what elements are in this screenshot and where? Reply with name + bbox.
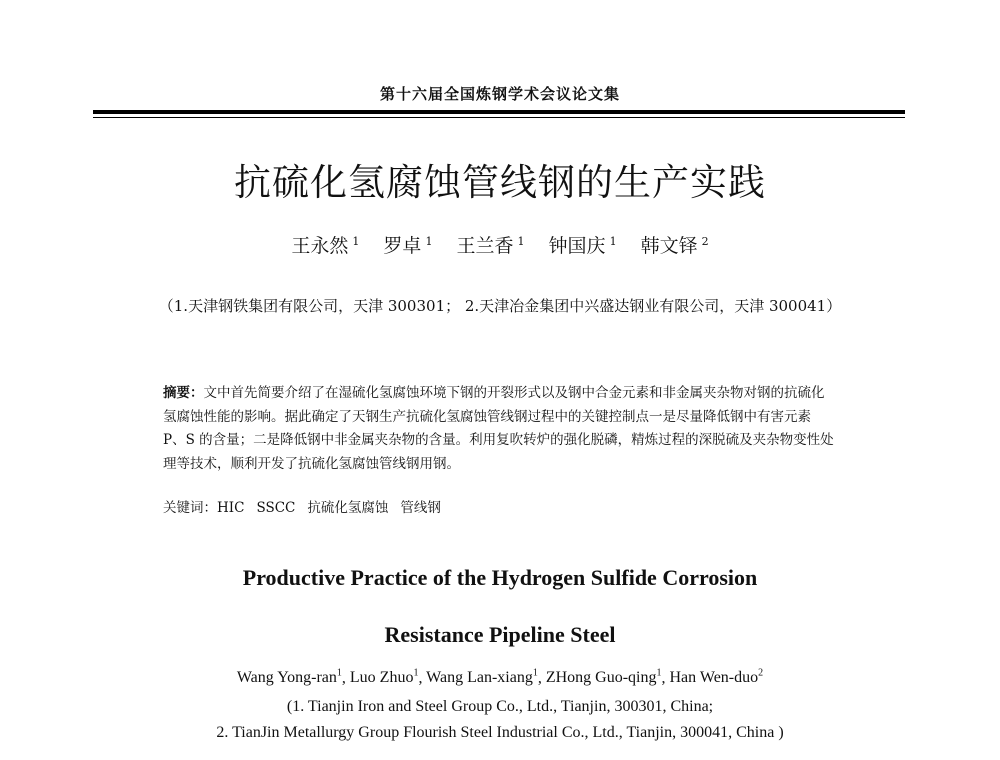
author-en: Han Wen-duo$^2$ xyxy=(669,668,764,687)
header-rule-thin xyxy=(93,117,905,118)
author-zh: 王兰香 $^1$ xyxy=(456,234,525,257)
abstract xyxy=(163,382,835,476)
abstract-label: 摘要： xyxy=(163,385,204,401)
author-en: ZHong Guo-qing$^1$ xyxy=(545,668,662,687)
abstract-text: 文中首先简要介绍了在湿硫化氢腐蚀环境下钢的开裂形式以及钢中合金元素和非金属夹杂物对钢的抗硫化氢腐蚀性能的影响。据此确定了天钢生产抗硫化氢腐蚀管线钢过程中的关键控制点一是尽量降低钢中有害元素 P、S 的含量；二是降低钢中非金属夹杂物的含量。利用复吹转炉的强化脱磷，精炼过程的深脱硫及夹杂物变性处理等技术，顺利开发了抗硫化氢腐蚀管线钢用钢。 xyxy=(163,385,834,472)
affiliation-en-line1: (1. Tianjin Iron and Steel Group Co., Ltd., Tianjin, 300301, China; xyxy=(286,698,714,715)
affiliation-zh: （1.天津钢铁集团有限公司，天津 300301； 2.天津冶金集团中兴盛达钢业有限公司，天津 300041） xyxy=(158,297,842,315)
author-en: Wang Lan-xiang$^1$ xyxy=(426,668,538,687)
proceedings-header: 第十六届全国炼钢学术会议论文集 xyxy=(379,85,620,103)
keyword: SSCC xyxy=(256,500,296,516)
author-zh: 钟国庆 $^1$ xyxy=(548,234,617,257)
keywords-label: 关键词： xyxy=(163,500,217,516)
author-en: Wang Yong-ran$^1$ xyxy=(236,668,342,687)
keyword: HIC xyxy=(217,500,245,516)
author-en: Luo Zhuo$^1$ xyxy=(349,668,419,687)
paper-title-zh: 抗硫化氢腐蚀管线钢的生产实践 xyxy=(234,161,766,204)
paper-title-en-line2: Resistance Pipeline Steel xyxy=(384,622,616,647)
keyword: 管线钢 xyxy=(400,500,441,516)
paper-title-en-line1: Productive Practice of the Hydrogen Sulfide Corrosion xyxy=(242,565,758,590)
keyword: 抗硫化氢腐蚀 xyxy=(307,500,389,516)
author-list-zh xyxy=(0,231,1000,258)
author-list-en: Wang Yong-ran$^1$, Luo Zhuo$^1$, Wang Lan-xiang$^1$, ZHong Guo-qing$^1$, Han Wen-duo$^2$ xyxy=(236,668,764,687)
author-zh: 韩文铎 $^2$ xyxy=(640,234,709,257)
affiliation-en-line2: 2. TianJin Metallurgy Group Flourish Steel Industrial Co., Ltd., Tianjin, 300041, China ) xyxy=(216,724,784,741)
author-zh: 罗卓 $^1$ xyxy=(383,234,433,257)
keywords xyxy=(163,496,453,516)
header-rule-thick xyxy=(93,110,905,114)
author-zh: 王永然 $^1$ xyxy=(291,234,360,257)
